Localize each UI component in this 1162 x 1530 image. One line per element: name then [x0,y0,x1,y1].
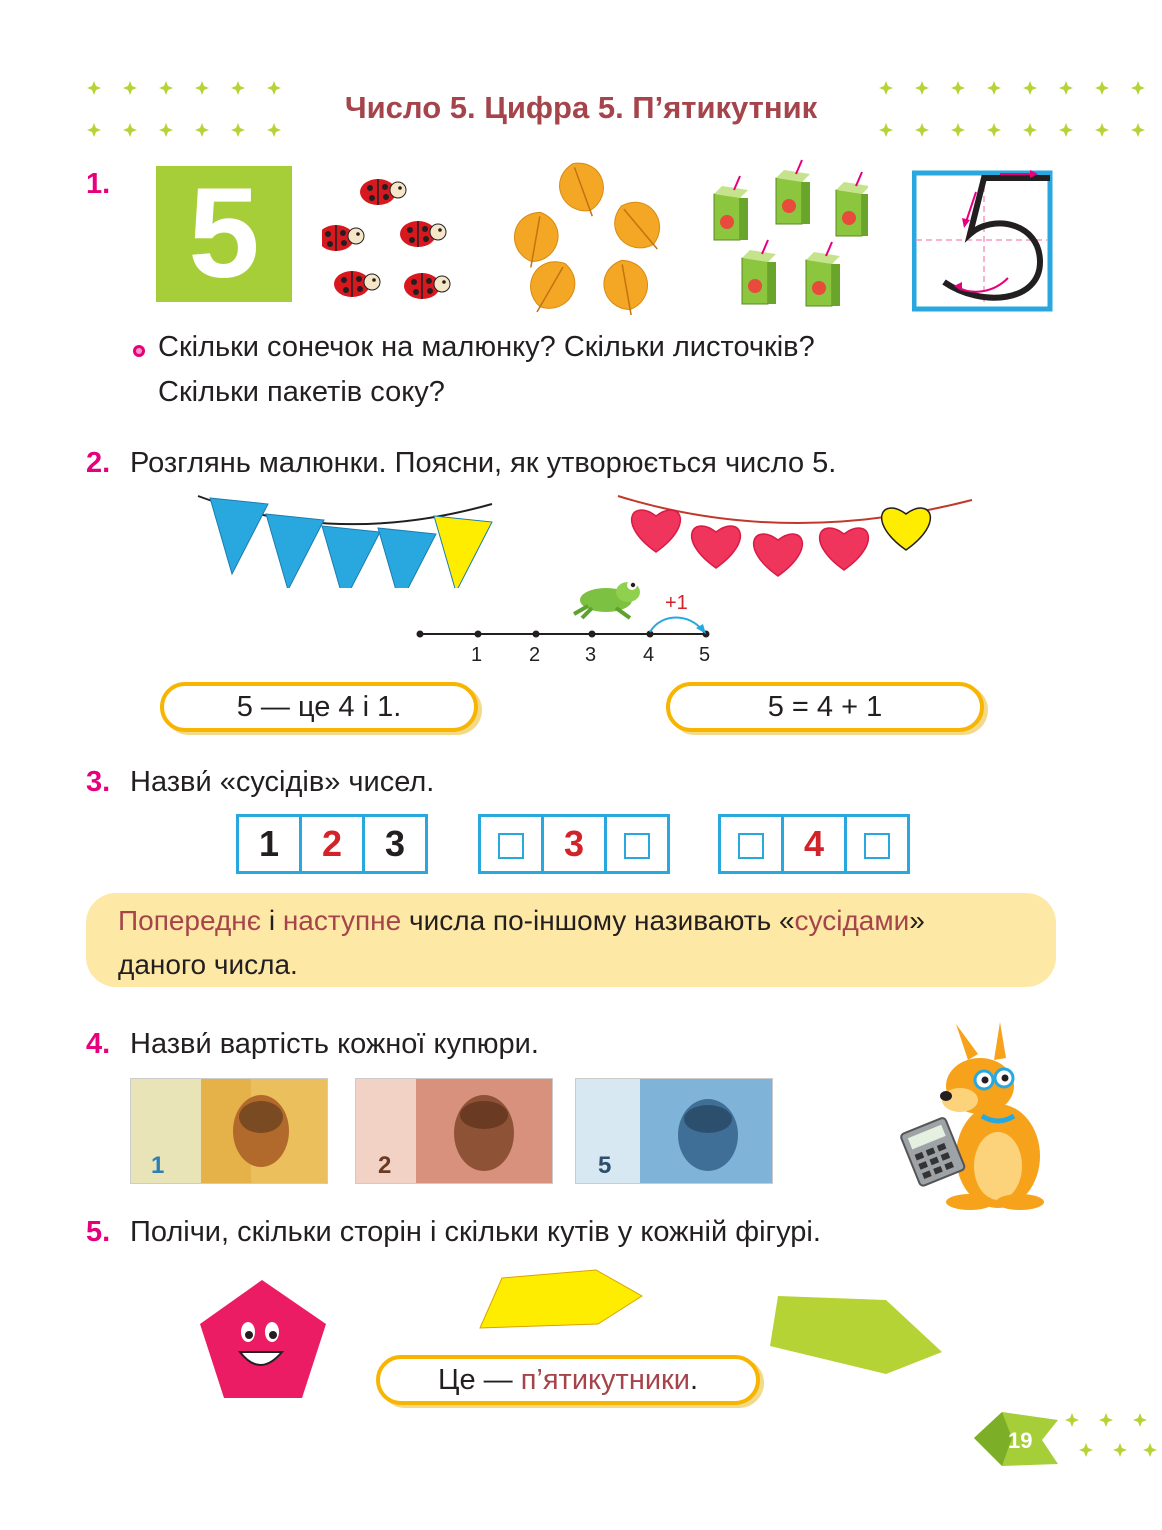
cell-previous-blank[interactable] [721,817,784,871]
banknote-2 [355,1078,553,1184]
yellow-pentagon [478,1266,644,1330]
jump-label: +1 [665,592,688,614]
leaves-picture [500,160,675,315]
rule-text: числа по-іншому називають « [401,905,795,936]
banknote-1 [130,1078,328,1184]
frog-icon [574,580,640,618]
rule-term-previous: Попереднє [118,905,262,936]
banknote-value: 5 [598,1152,612,1179]
rule-box [86,893,1056,987]
neighbors-group-1 [236,814,428,874]
pentagon-character [196,1276,330,1400]
task2-text: Розглянь малюнки. Поясни, як утворюється число 5. [130,447,837,479]
juice-box-icon [836,172,868,236]
juice-box-icon [806,242,840,306]
juice-boxes-picture [708,156,868,316]
banknote-5 [575,1078,773,1184]
rule-line2: даного числа. [118,949,298,980]
juice-box-icon [742,240,776,304]
juice-box-icon [714,176,748,240]
star-cluster-corner [1058,1408,1158,1468]
answer-box [624,833,650,859]
task-number-3: 3. [86,766,111,798]
answer-box [498,833,524,859]
digit-card: 5 [156,166,292,302]
pentagons-caption [376,1355,760,1405]
digit-writing-guide [912,170,1054,314]
pentagon-shape [200,1280,326,1398]
task1-question-line2: Скільки пакетів соку? [158,376,445,408]
page-number-badge [972,1408,1064,1470]
ladybug-icon [400,221,446,247]
heart-icon [882,508,931,550]
task-number-4: 4. [86,1028,111,1060]
ladybug-icon [334,271,380,297]
rule-line1 [118,899,1056,943]
answer-box [864,833,890,859]
task5-text: Полічи, скільки сторін і скільки кутів у кожній фігурі. [130,1216,821,1248]
rule-term-next: наступне [282,905,402,936]
page-number: 19 [1008,1428,1033,1453]
flags-garland [196,488,496,588]
hearts-garland [616,488,976,588]
page-title: Число 5. Цифра 5. П’ятикутник [0,90,1162,126]
neighbors-group-2 [478,814,670,874]
tick-label: 5 [699,644,711,666]
ladybug-icon [360,179,406,205]
cell-next-blank[interactable] [607,817,667,871]
tick-label: 1 [471,644,483,666]
flag-icon [322,526,380,588]
task3-text: Назви́ «сусідів» чисел. [130,766,435,798]
banknote-value: 1 [151,1152,165,1179]
rule-term-neighbors: сусідами [794,905,910,936]
rule-text: і [261,905,283,936]
banknote-value: 2 [378,1152,392,1179]
leaf-icon [600,257,653,315]
tick-label: 3 [585,644,597,666]
bullet-icon [132,344,146,358]
rule-text: » [909,905,925,936]
cell-previous: 1 [239,817,302,871]
flag-icon [266,514,324,588]
cell-previous-blank[interactable] [481,817,544,871]
task-number-2: 2. [86,447,111,479]
heart-icon [692,526,741,568]
green-pentagon [768,1292,944,1376]
caption-term: п’ятикутники [520,1364,690,1396]
tick-label: 2 [529,644,541,666]
statement-equation: 5 = 4 + 1 [666,682,984,732]
task4-text: Назви́ вартість кожної купюри. [130,1028,539,1060]
statement-words: 5 — це 4 і 1. [160,682,478,732]
juice-box-icon [776,160,810,224]
cell-next-blank[interactable] [847,817,907,871]
task-number-1: 1. [86,168,111,200]
leaf-icon [605,192,674,263]
task1-question-line1: Скільки сонечок на малюнку? Скільки листочків? [158,331,815,363]
cell-next: 3 [384,823,406,864]
cell-given: 4 [784,817,847,871]
kangaroo-with-calculator-icon [900,1016,1060,1216]
task-number-5: 5. [86,1216,111,1248]
caption-text: . [689,1364,698,1396]
flag-icon [210,498,268,574]
leaf-icon [553,160,613,224]
neighbors-group-3 [718,814,910,874]
heart-icon [820,528,869,570]
answer-box [738,833,764,859]
ladybug-icon [322,225,364,251]
leaf-icon [518,253,584,315]
cell-given: 2 [302,817,365,871]
caption-text: Це — [438,1364,521,1396]
cell-given: 3 [544,817,607,871]
heart-icon [754,534,803,576]
heart-icon [632,510,681,552]
tick-label: 4 [643,644,655,666]
ladybug-icon [404,273,450,299]
ladybugs-picture [322,172,462,307]
